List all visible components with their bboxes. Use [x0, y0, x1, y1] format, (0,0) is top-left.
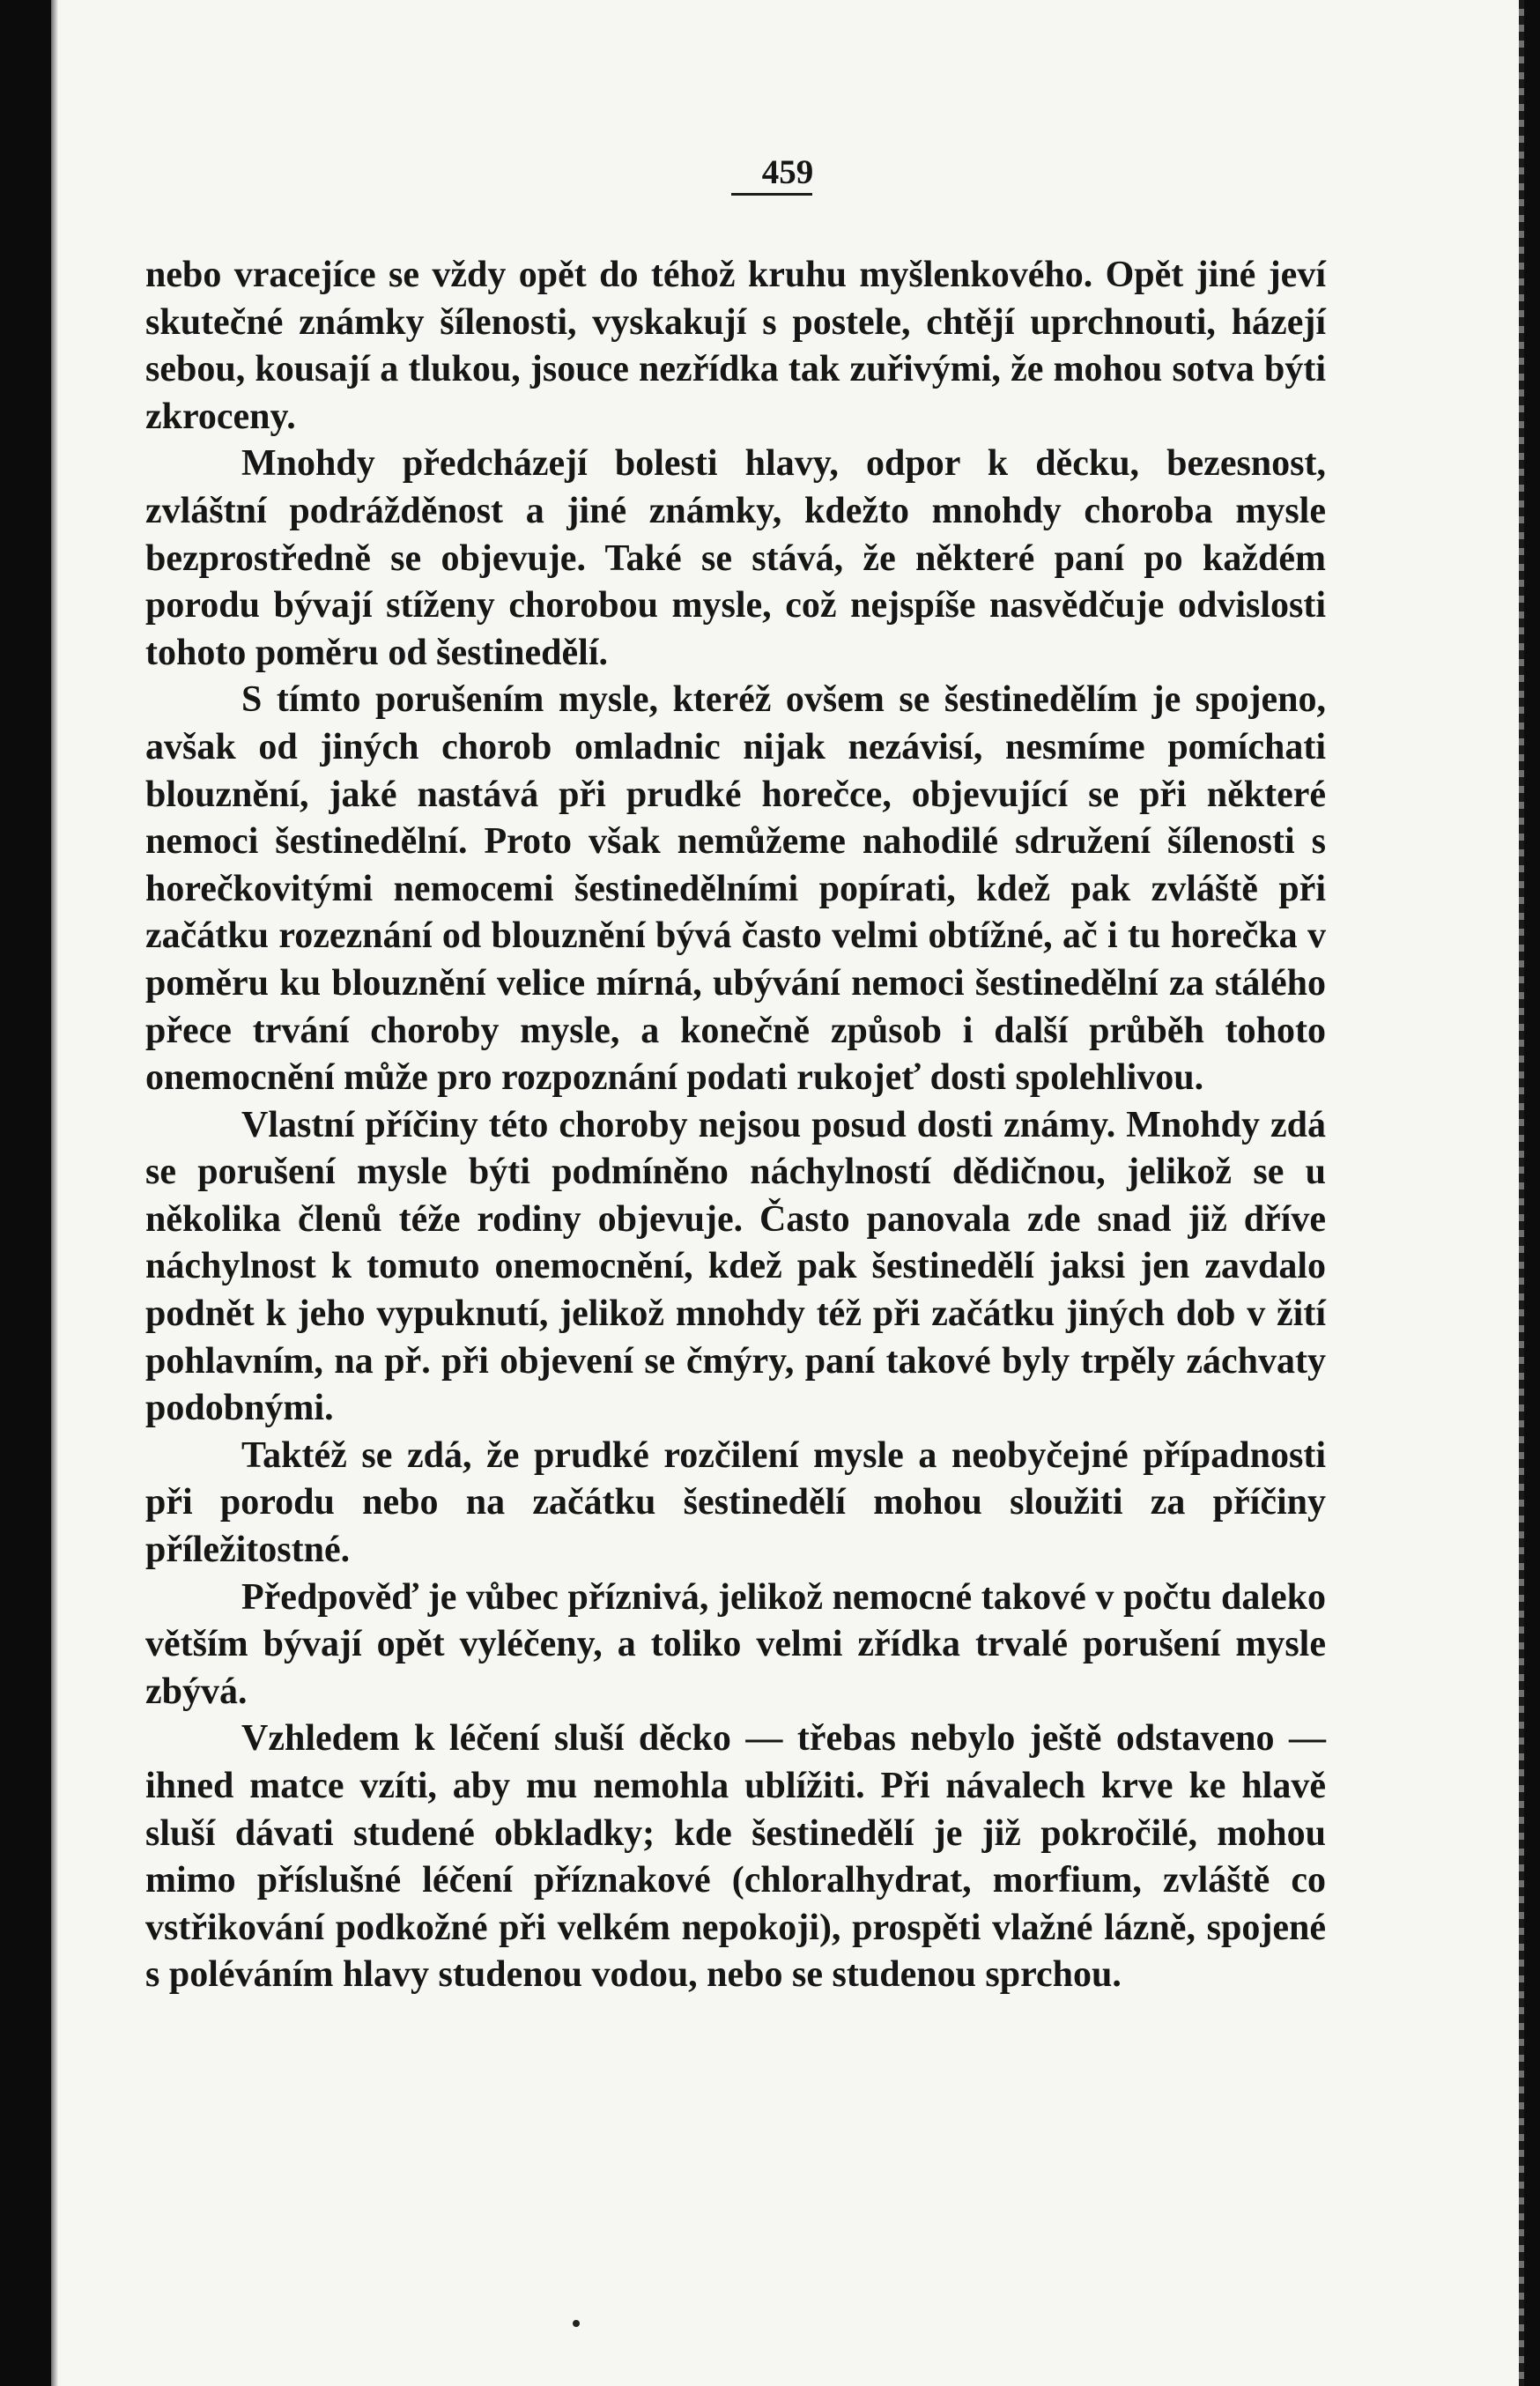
paragraph-4: Vlastní příčiny této choroby nejsou posud dosti známy. Mnohdy zdá se porušení mysle býti podmíněno náchylností dědičnou, jelikož se u několika členů téže rodiny objevuje. Často panovala zde snad již dříve náchylnost k tomuto onemocnění, kdež pak šestinedělí jaksi jen zavdalo podnět k jeho vypuknutí, jelikož mnohdy též při začátku jiných dob v žití pohlavním, na př. při objevení se čmýry, paní takové byly trpěly záchvaty podobnými.	[145, 1104, 1326, 1429]
page-number: 459	[761, 153, 814, 191]
book-page	[51, 0, 1524, 2386]
page-right-edge	[1519, 0, 1524, 2386]
page-number-underline	[731, 193, 812, 196]
paragraph-2: Mnohdy předcházejí bolesti hlavy, odpor k děcku, bezesnost, zvláštní podrážděnost a jiné známky, kdežto mnohdy choroba mysle bezprostředně se objevuje. Také se stává, že některé paní po každém porodu bývají stíženy chorobou mysle, což nejspíše nasvědčuje odvislosti tohoto poměru od šestinedělí.	[145, 443, 1326, 673]
paragraph-3: S tímto porušením mysle, kteréž ovšem se šestinedělím je spojeno, avšak od jiných chorob omladnic nijak nezávisí, nesmíme pomíchati blouznění, jaké nastává při prudké horečce, objevující se při některé nemoci šestinedělní. Proto však nemůžeme nahodilé sdružení šílenosti s horečkovitými nemocemi šestinedělními popírati, kdež pak zvláště při začátku rozeznání od blouznění bývá často velmi obtížné, ač i tu horečka v poměru ku blouznění velice mírná, ubývání nemoci šestinedělní za stálého přece trvání choroby mysle, a konečně způsob i další průběh tohoto onemocnění může pro rozpoznání podati rukojeť dosti spolehlivou.	[145, 679, 1326, 1099]
paragraph-7: Vzhledem k léčení sluší děcko — třebas nebylo ještě odstaveno — ihned matce vzíti, aby mu nemohla ublížiti. Při návalech krve ke hlavě sluší dávati studené obkladky; kde šestinedělí je již pokročilé, mohou mimo příslušné léčení příznakové (chloralhydrat, morfium, zvláště co vstřikování podkožné při velkém nepokoji), prospěti vlažné lázně, spojené s poléváním hlavy studenou vodou, nebo se studenou sprchou.	[145, 1718, 1326, 1996]
body-text	[145, 252, 1326, 1999]
page-left-edge	[51, 0, 58, 2386]
paragraph-6: Předpověď je vůbec příznivá, jelikož nemocné takové v počtu daleko větším bývají opět vyléčeny, a toliko velmi zřídka trvalé porušení mysle zbývá.	[145, 1576, 1326, 1712]
ink-speck	[573, 2320, 580, 2327]
paragraph-1: nebo vracejíce se vždy opět do téhož kruhu myšlenkového. Opět jiné jeví skutečné známky šílenosti, vyskakují s postele, chtějí uprchnouti, házejí sebou, kousají a tlukou, jsouce nezřídka tak zuřivými, že mohou sotva býti zkroceny.	[145, 255, 1326, 437]
paragraph-5: Taktéž se zdá, že prudké rozčilení mysle a neobyčejné případnosti při porodu nebo na začátku šestinedělí mohou sloužiti za příčiny příležitostné.	[145, 1434, 1326, 1571]
